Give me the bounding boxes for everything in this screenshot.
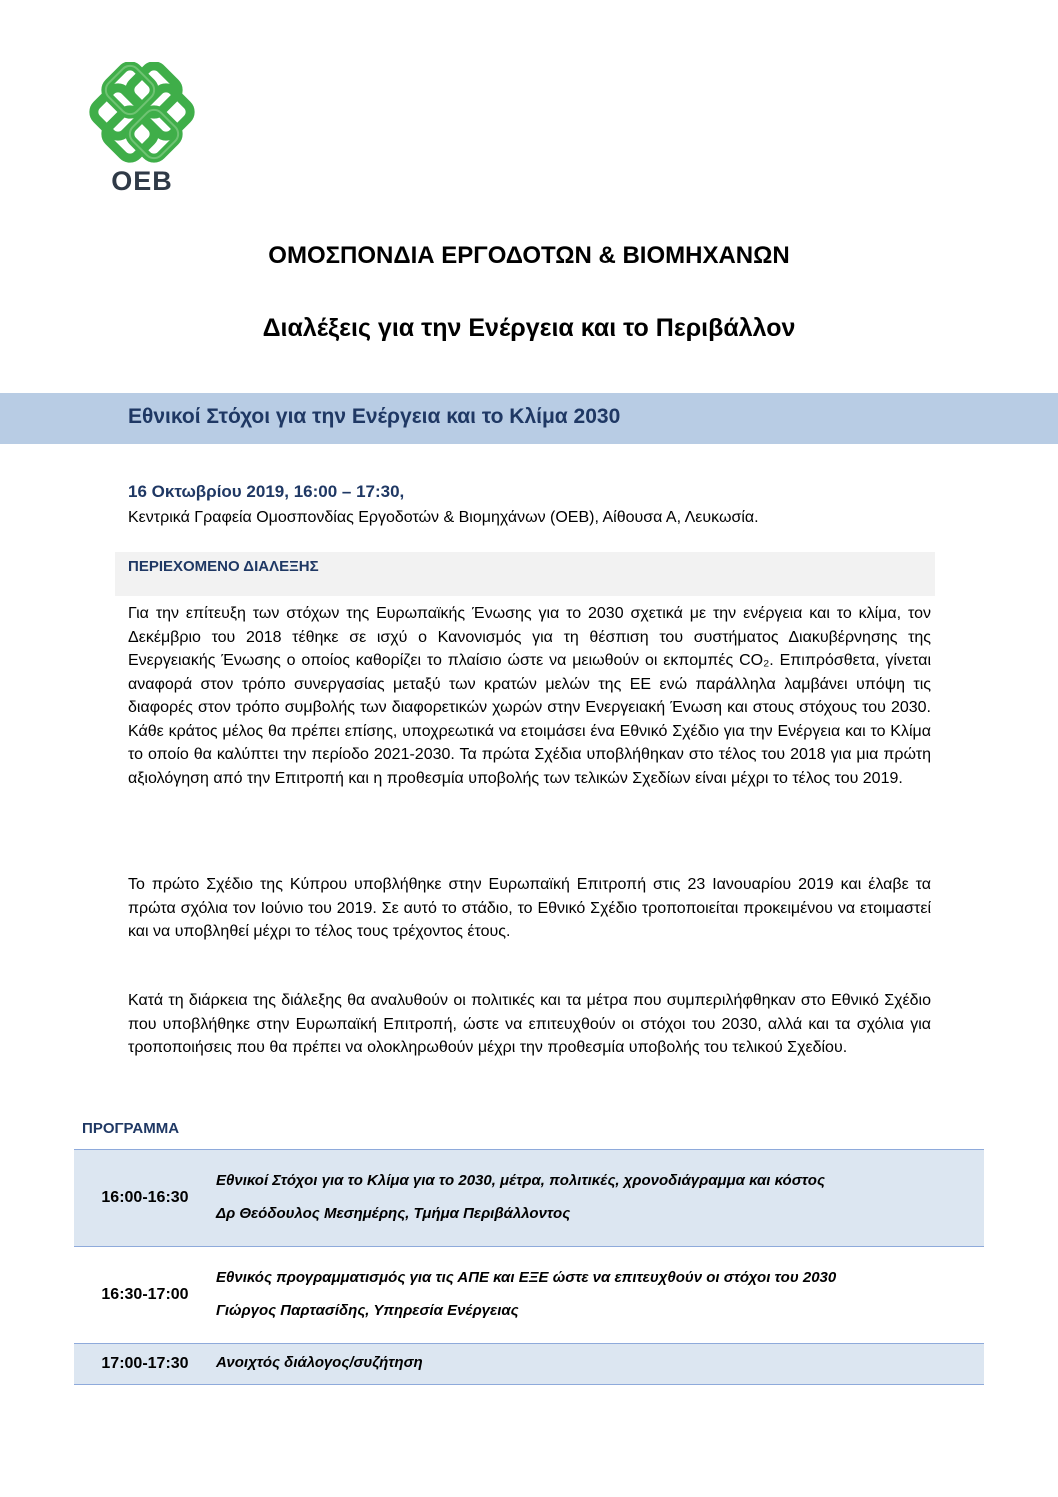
talk-speaker: Δρ Θεόδουλος Μεσημέρης, Τμήμα Περιβάλλοντος	[216, 1204, 571, 1222]
event-datetime: 16 Οκτωβρίου 2019, 16:00 – 17:30,	[128, 482, 405, 501]
content-paragraph-2: Το πρώτο Σχέδιο της Κύπρου υποβλήθηκε στην Ευρωπαϊκή Επιτροπή στις 23 Ιανουαρίου 2019 και έλαβε τα πρώτα σχόλια τον Ιούνιο του 2019. Σε αυτό το στάδιο, το Εθνικό Σχέδιο τροποποιείται προκειμένου να ετοιμαστεί και να υποβληθεί μέχρι το τέλος τους τρέχοντος έτους.	[128, 876, 931, 940]
content-heading-box	[115, 552, 935, 596]
programme-table	[74, 1149, 984, 1385]
programme-row	[74, 1247, 984, 1344]
programme-heading: ΠΡΟΓΡΑΜΜΑ	[82, 1120, 180, 1137]
lecture-series-title: Διαλέξεις για την Ενέργεια και το Περιβάλλον	[262, 314, 796, 342]
content-paragraph-1: Για την επίτευξη των στόχων της Ευρωπαϊκής Ένωσης για το 2030 σχετικά με την ενέργεια και το κλίμα, τον Δεκέμβριο του 2018 τέθηκε σε ισχύ ο Κανονισμός για τη θέσπιση του συστήματος Διακυβέρνησης της Ενεργειακής Ένωσης ο οποίος καθορίζει το πλαίσιο ώστε να μειωθούν οι εκπομπές CO₂. Επιπρόσθετα, γίνεται αναφορά στον τρόπο συνεργασίας μεταξύ των κρατών μελών της ΕΕ ενώ παράλληλα λαμβάνει υπόψη τις διαφορές στον τρόπο συμβολής των διαφορετικών χωρών στην Ενεργειακή Ένωση και στους στόχους του 2030. Κάθε κράτος μέλος θα πρέπει επίσης, υποχρεωτικά να ετοιμάσει ένα Εθνικό Σχέδιο για την Ενέργεια και το Κλίμα το οποίο θα καλύπτει την περίοδο 2021-2030. Τα πρώτα Σχέδια υποβλήθηκαν στο τέλος του 2018 για μια πρώτη αξιολόγηση από την Επιτροπή και η προθεσμία υποβολής των τελικών Σχεδίων είναι μέχρι το τέλος του 2019.	[128, 605, 931, 787]
talk-title: Ανοιχτός διάλογος/συζήτηση	[216, 1354, 423, 1371]
talk-title: Εθνικοί Στόχοι για το Κλίμα για το 2030, μέτρα, πολιτικές, χρονοδιάγραμμα και κόστος	[216, 1171, 825, 1189]
oeb-logo	[80, 62, 204, 196]
programme-time: 16:00-16:30	[74, 1150, 216, 1247]
programme-description	[216, 1247, 984, 1344]
event-title-band	[0, 393, 1058, 444]
programme-description	[216, 1150, 984, 1247]
programme-description	[216, 1344, 984, 1385]
organization-title: ΟΜΟΣΠΟΝΔΙΑ ΕΡΓΟΔΟΤΩΝ & ΒΙΟΜΗΧΑΝΩΝ	[268, 242, 790, 269]
programme-row	[74, 1150, 984, 1247]
event-venue: Κεντρικά Γραφεία Ομοσπονδίας Εργοδοτών & Βιομηχάνων (ΟΕΒ), Αίθουσα Α, Λευκωσία.	[128, 509, 759, 526]
content-paragraph-3: Κατά τη διάρκεια της διάλεξης θα αναλυθούν οι πολιτικές και τα μέτρα που συμπεριλήφθηκαν στο Εθνικό Σχέδιο που υποβλήθηκε στην Ευρωπαϊκή Επιτροπή, ώστε να επιτευχθούν οι στόχοι του 2030, αλλά και τα σχόλια για τροποποιήσεις που θα πρέπει να ολοκληρωθούν μέχρι την προθεσμία υποβολής του τελικού Σχεδίου.	[128, 992, 931, 1056]
interlocking-knot-icon	[80, 62, 204, 166]
talk-speaker: Γιώργος Παρτασίδης, Υπηρεσία Ενέργειας	[216, 1301, 519, 1319]
content-heading: ΠΕΡΙΕΧΟΜΕΝΟ ΔΙΑΛΕΞΗΣ	[128, 558, 319, 575]
programme-row	[74, 1344, 984, 1385]
talk-title: Εθνικός προγραμματισμός για τις ΑΠΕ και ΕΞΕ ώστε να επιτευχθούν οι στόχοι του 2030	[216, 1268, 837, 1286]
programme-time: 16:30-17:00	[74, 1247, 216, 1344]
programme-time: 17:00-17:30	[74, 1344, 216, 1385]
logo-text: OEB	[111, 166, 173, 196]
event-title: Εθνικοί Στόχοι για την Ενέργεια και το Κλίμα 2030	[128, 405, 621, 428]
